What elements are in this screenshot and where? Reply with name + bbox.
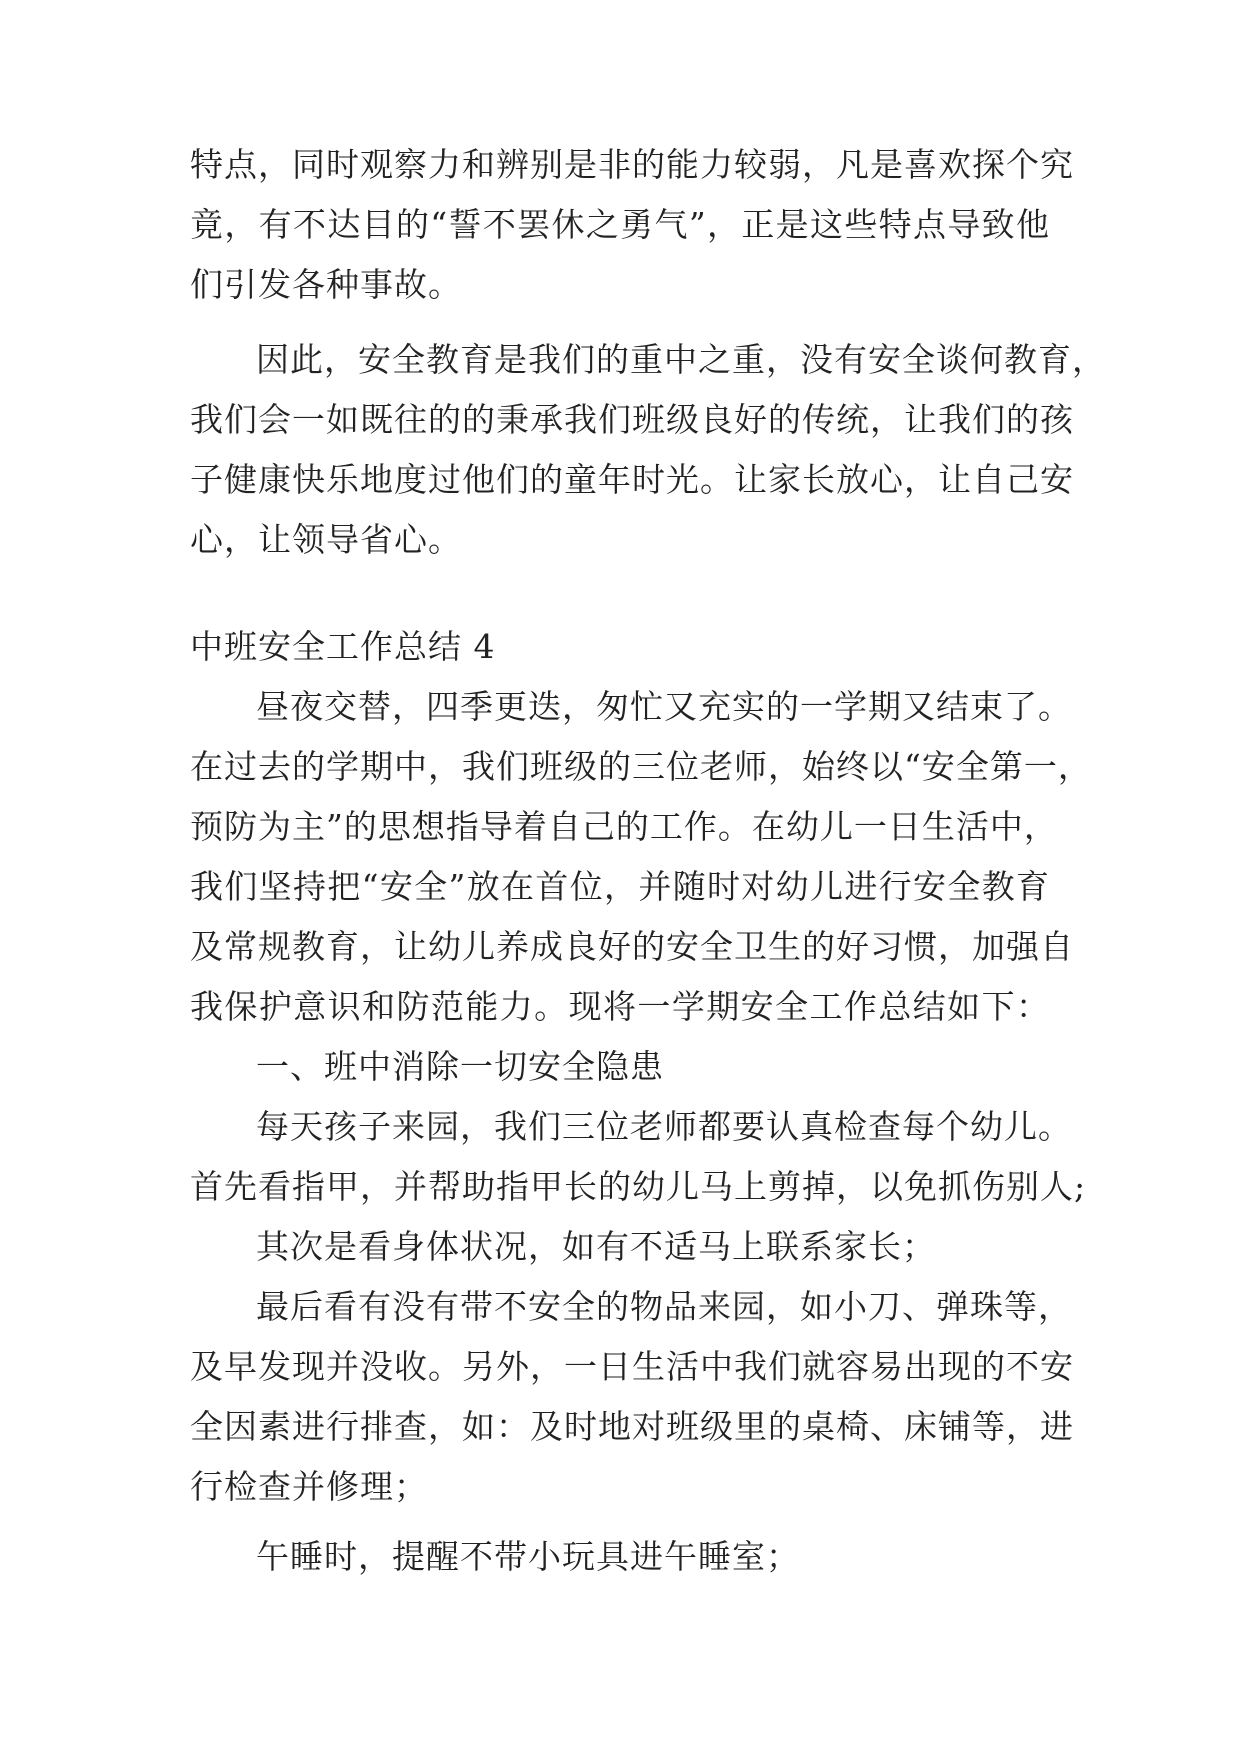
paragraph-line: 我保护意识和防范能力。现将一学期安全工作总结如下： bbox=[190, 987, 1050, 1026]
paragraph-line: 心，让领导省心。 bbox=[190, 520, 462, 559]
paragraph-line: 们引发各种事故。 bbox=[190, 265, 462, 304]
paragraph-line: 及常规教育，让幼儿养成良好的安全卫生的好习惯，加强自 bbox=[190, 927, 1074, 966]
paragraph-line: 昼夜交替，四季更迭，匆忙又充实的一学期又结束了。 bbox=[256, 687, 1072, 726]
paragraph-line: 我们会一如既往的的秉承我们班级良好的传统，让我们的孩 bbox=[190, 400, 1074, 439]
paragraph-line: 因此，安全教育是我们的重中之重，没有安全谈何教育， bbox=[256, 340, 1106, 379]
paragraph-line: 其次是看身体状况，如有不适马上联系家长； bbox=[256, 1227, 936, 1266]
paragraph-line: 午睡时，提醒不带小玩具进午睡室； bbox=[256, 1537, 800, 1576]
paragraph-line: 首先看指甲，并帮助指甲长的幼儿马上剪掉，以免抓伤别人; bbox=[190, 1167, 1087, 1206]
paragraph-line: 我们坚持把“安全”放在首位，并随时对幼儿进行安全教育 bbox=[190, 867, 1050, 906]
paragraph-line: 子健康快乐地度过他们的童年时光。让家长放心，让自己安 bbox=[190, 460, 1074, 499]
paragraph-line: 竟，有不达目的“誓不罢休之勇气”，正是这些特点导致他 bbox=[190, 205, 1050, 244]
paragraph-line: 每天孩子来园，我们三位老师都要认真检查每个幼儿。 bbox=[256, 1107, 1072, 1146]
subheading: 一、班中消除一切安全隐患 bbox=[256, 1047, 664, 1086]
paragraph-line: 预防为主”的思想指导着自己的工作。在幼儿一日生活中， bbox=[190, 807, 1058, 846]
paragraph-line: 行检查并修理； bbox=[190, 1467, 428, 1506]
paragraph-line: 全因素进行排查，如：及时地对班级里的桌椅、床铺等，进 bbox=[190, 1407, 1074, 1446]
paragraph-line: 最后看有没有带不安全的物品来园，如小刀、弹珠等， bbox=[256, 1287, 1072, 1326]
paragraph-line: 及早发现并没收。另外，一日生活中我们就容易出现的不安 bbox=[190, 1347, 1074, 1386]
section-title: 中班安全工作总结 4 bbox=[190, 627, 496, 666]
paragraph-line: 在过去的学期中，我们班级的三位老师，始终以“安全第一， bbox=[190, 747, 1092, 786]
paragraph-line: 特点，同时观察力和辨别是非的能力较弱，凡是喜欢探个究 bbox=[190, 145, 1074, 184]
